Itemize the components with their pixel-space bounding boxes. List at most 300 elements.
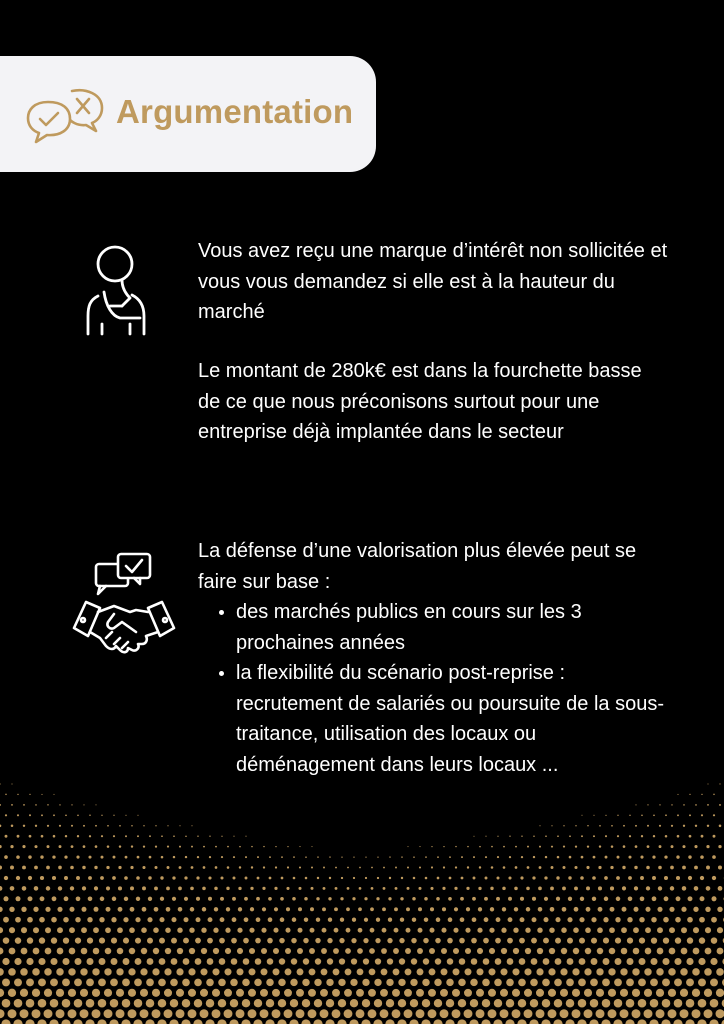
halftone-dot [628,856,631,859]
halftone-dot [692,1009,701,1018]
halftone-dot [203,846,205,848]
halftone-dot [148,897,152,901]
halftone-dot [496,917,501,922]
halftone-dot [23,825,25,827]
halftone-dot [406,907,410,911]
halftone-dot [255,958,262,965]
halftone-dot [267,938,273,944]
halftone-dot [308,989,316,997]
halftone-dot [554,979,562,987]
halftone-dot [573,927,579,933]
halftone-dot [50,999,59,1008]
halftone-dot [313,1019,322,1024]
halftone-dot [279,958,286,965]
halftone-dot [701,835,704,838]
halftone-dot [4,855,8,859]
halftone-dot [508,917,513,922]
halftone-dot [357,968,364,975]
halftone-dot [33,927,39,933]
halftone-dot [394,907,398,911]
halftone-dot [410,999,418,1007]
halftone-dot [44,1009,53,1018]
halftone-dot [623,825,625,827]
halftone-dot [626,979,634,987]
halftone-dot [656,989,664,997]
halftone-dot [574,866,577,869]
halftone-dot [509,856,511,858]
halftone-dot [291,938,297,944]
halftone-dot [248,989,256,997]
halftone-dot [592,876,596,880]
halftone-dot [525,948,531,954]
halftone-dot [160,876,163,879]
halftone-dot [46,886,50,890]
halftone-dot [68,1009,77,1018]
halftone-dot [20,989,28,997]
halftone-dot [625,1019,634,1024]
halftone-dot [538,887,542,891]
halftone-dot [335,867,337,869]
halftone-dot [565,1019,574,1024]
halftone-dot [590,999,599,1008]
halftone-dot [573,948,579,954]
halftone-dot [8,989,16,997]
halftone-dot [407,887,410,890]
halftone-dot [147,938,153,944]
halftone-dot [683,804,685,806]
halftone-dot [128,989,136,997]
halftone-dot [76,876,80,880]
halftone-dot [591,917,596,922]
halftone-dot [0,845,2,848]
handshake-approval-icon [70,552,178,662]
halftone-dot [395,887,398,890]
halftone-dot [159,938,165,944]
halftone-dot [452,1009,461,1018]
halftone-dot [94,907,99,912]
halftone-dot [101,835,103,837]
halftone-dot [562,886,566,890]
halftone-dot [404,1009,413,1018]
halftone-dot [40,896,45,901]
halftone-dot [422,979,429,986]
halftone-dot [393,948,399,954]
halftone-dot [87,958,94,965]
halftone-dot [489,928,494,933]
halftone-dot [411,958,417,964]
halftone-dot [9,948,16,955]
halftone-dot [196,897,200,901]
halftone-dot [689,794,690,795]
halftone-dot [653,814,655,816]
halftone-dot [418,907,422,911]
halftone-dot [345,968,352,975]
halftone-dot [214,907,218,911]
halftone-dot [320,989,328,997]
halftone-dot [29,794,30,795]
halftone-dot [514,887,518,891]
halftone-dot [56,1009,65,1018]
halftone-dot [581,835,583,837]
halftone-dot [64,876,68,880]
halftone-dot [539,846,541,848]
halftone-dot [243,938,249,944]
halftone-dot [598,886,602,890]
halftone-dot [170,979,178,987]
halftone-dot [509,836,510,837]
halftone-dot [74,999,83,1008]
halftone-dot [434,999,442,1007]
halftone-dot [430,907,434,911]
halftone-dot [651,937,657,943]
halftone-dot [584,989,592,997]
halftone-dot [239,846,241,848]
halftone-dot [467,846,468,847]
halftone-dot [532,917,537,922]
halftone-dot [87,917,92,922]
halftone-dot [469,1019,478,1024]
halftone-dot [27,917,33,923]
halftone-dot [155,846,157,848]
header-card [0,56,376,172]
halftone-dot [358,928,363,933]
halftone-dot [64,896,69,901]
halftone-dot [53,814,55,816]
halftone-dot [104,989,112,997]
halftone-dot [566,999,575,1008]
halftone-dot [5,794,6,795]
halftone-dot [249,928,254,933]
halftone-dot [542,979,550,987]
halftone-dot [617,815,618,816]
halftone-dot [428,989,436,997]
halftone-dot [353,877,355,879]
halftone-dot [557,856,560,859]
halftone-dot [550,907,555,912]
halftone-dot [140,989,148,997]
halftone-dot [518,979,526,987]
halftone-dot [322,907,326,911]
halftone-dot [226,887,229,890]
defense-section [198,536,668,780]
halftone-dot [0,989,4,997]
halftone-dot [3,896,8,901]
halftone-dot [707,804,709,806]
halftone-dot [639,937,645,943]
halftone-dot [380,1009,389,1018]
halftone-dot [221,856,223,858]
halftone-dot [710,978,718,986]
halftone-dot [111,958,118,965]
halftone-dot [338,979,345,986]
halftone-dot [257,877,260,880]
halftone-dot [579,917,584,922]
halftone-dot [346,928,351,933]
halftone-dot [142,907,147,912]
halftone-dot [125,815,126,816]
halftone-dot [158,979,166,987]
halftone-dot [719,825,722,828]
halftone-dot [125,856,128,859]
halftone-dot [561,927,567,933]
halftone-dot [514,907,518,911]
halftone-dot [224,989,232,997]
halftone-dot [470,999,478,1007]
halftone-dot [368,1009,377,1018]
halftone-dot [11,804,13,806]
halftone-dot [209,856,211,858]
halftone-dot [76,896,81,901]
halftone-dot [2,958,9,965]
halftone-dot [123,938,129,944]
halftone-dot [616,897,621,902]
halftone-dot [76,856,79,859]
halftone-dot [377,856,378,857]
halftone-dot [161,835,163,837]
halftone-dot [441,948,447,954]
list-item: • la flexibilité du scénario post-reprise : recrutement de salariés ou poursuite de la sous-traitance, utilisation des locaux ou déménagement dans leurs locaux ... [236,658,668,780]
halftone-dot [62,958,69,965]
halftone-dot [69,948,76,955]
halftone-dot [106,866,109,869]
halftone-dot [167,866,170,869]
halftone-dot [213,948,219,954]
halftone-dot [681,927,687,933]
halftone-dot [232,897,236,901]
halftone-dot [305,856,307,858]
halftone-dot [706,886,711,891]
halftone-dot [267,958,274,965]
halftone-dot [650,958,657,965]
halftone-dot [586,907,591,912]
halftone-dot [500,989,508,997]
halftone-dot [327,938,332,943]
halftone-dot [38,978,46,986]
halftone-dot [716,989,724,997]
halftone-dot [333,948,339,954]
halftone-dot [154,866,157,869]
halftone-dot [334,928,339,933]
halftone-dot [141,927,147,933]
halftone-dot [362,999,370,1007]
halftone-dot [213,928,218,933]
halftone-dot [179,825,180,826]
halftone-dot [166,907,171,912]
halftone-dot [206,979,214,987]
halftone-dot [338,999,346,1007]
halftone-dot [316,917,320,921]
halftone-dot [296,1009,305,1018]
halftone-dot [277,1019,286,1024]
halftone-dot [70,866,74,870]
halftone-dot [80,968,87,975]
halftone-dot [513,948,519,954]
halftone-dot [118,866,121,869]
halftone-dot [682,886,687,891]
halftone-dot [176,968,183,975]
halftone-dot [671,804,672,805]
halftone-dot [604,897,608,901]
halftone-dot [51,917,57,923]
halftone-dot [519,958,526,965]
halftone-dot [160,897,164,901]
halftone-dot [603,938,609,944]
halftone-dot [610,907,615,912]
halftone-dot [231,938,237,944]
halftone-dot [585,948,591,954]
halftone-dot [707,825,709,827]
halftone-dot [698,958,705,965]
halftone-dot [88,896,93,901]
halftone-dot [711,937,717,943]
halftone-dot [117,927,123,933]
halftone-dot [176,989,184,997]
halftone-dot [693,907,698,912]
halftone-dot [111,938,117,944]
halftone-dot [351,938,356,943]
halftone-dot [502,887,506,891]
halftone-dot [158,999,167,1008]
halftone-dot [533,856,535,858]
halftone-dot [454,887,457,890]
halftone-dot [219,938,225,944]
halftone-dot [39,937,45,943]
halftone-dot [567,958,574,965]
halftone-dot [77,815,79,817]
halftone-dot [359,887,362,890]
halftone-dot [40,876,44,880]
halftone-dot [13,1019,22,1024]
halftone-dot [442,887,445,890]
halftone-dot [116,968,123,975]
halftone-dot [659,845,662,848]
halftone-dot [269,856,271,858]
halftone-dot [476,989,484,997]
halftone-dot [389,877,391,879]
halftone-dot [52,896,57,901]
halftone-dot [251,866,253,868]
halftone-dot [676,876,680,880]
halftone-dot [349,1019,358,1024]
halftone-dot [713,794,714,795]
halftone-dot [551,866,554,869]
halftone-dot [669,948,676,955]
halftone-dot [237,948,243,954]
halftone-dot [205,1019,214,1024]
halftone-dot [488,989,496,997]
halftone-dot [422,999,430,1007]
halftone-dot [668,1009,677,1018]
halftone-dot [344,989,352,997]
halftone-dot [563,825,564,826]
halftone-dot [332,989,340,997]
halftone-dot [220,917,225,922]
halftone-dot [8,968,16,976]
halftone-dot [99,938,105,944]
halftone-dot [437,856,439,858]
halftone-dot [363,938,368,943]
halftone-dot [718,845,721,848]
halftone-dot [59,825,61,827]
halftone-dot [347,887,350,890]
halftone-dot [376,897,379,900]
halftone-dot [496,897,500,901]
halftone-dot [551,846,553,848]
halftone-dot [290,979,297,986]
halftone-dot [98,979,106,987]
halftone-dot [250,887,253,890]
halftone-dot [671,845,674,848]
halftone-dot [183,938,189,944]
halftone-dot [262,887,265,890]
halftone-dot [220,876,223,879]
halftone-dot [325,1019,334,1024]
halftone-dot [717,907,722,912]
halftone-dot [443,866,445,868]
halftone-dot [541,1019,550,1024]
halftone-dot [705,948,712,955]
halftone-dot [519,938,525,944]
halftone-dot [329,877,331,879]
halftone-dot [717,927,723,933]
halftone-dot [682,866,686,870]
halftone-dot [231,958,238,965]
halftone-dot [212,1009,221,1018]
halftone-dot [129,927,135,933]
halftone-dot [399,958,405,964]
halftone-dot [617,835,619,837]
halftone-dot [364,897,367,900]
halftone-dot [41,835,44,838]
halftone-dot [507,958,514,965]
halftone-dot [142,866,145,869]
halftone-dot [407,867,409,869]
halftone-dot [44,989,52,997]
halftone-dot [69,927,75,933]
halftone-dot [392,1009,401,1018]
halftone-dot [627,958,634,965]
halftone-dot [346,907,350,911]
halftone-dot [677,814,679,816]
halftone-dot [304,917,308,921]
halftone-dot [479,846,481,848]
halftone-dot [560,968,567,975]
halftone-dot [505,1019,514,1024]
halftone-dot [274,907,278,911]
halftone-dot [609,927,615,933]
halftone-dot [153,927,159,933]
halftone-dot [315,938,320,943]
halftone-dot [154,886,158,890]
halftone-dot [321,948,327,954]
halftone-dot [644,989,652,997]
halftone-dot [385,1019,394,1024]
defense-list [198,597,668,780]
halftone-dot [497,856,499,858]
halftone-dot [302,999,310,1007]
halftone-dot [302,979,309,986]
halftone-dot [568,897,572,901]
halftone-dot [214,887,218,891]
halftone-dot [64,855,67,858]
halftone-dot [608,968,615,975]
halftone-dot [202,887,206,891]
halftone-dot [0,948,3,955]
halftone-dot [233,836,234,837]
halftone-dot [104,968,111,975]
halftone-dot [430,887,433,890]
halftone-dot [268,917,273,922]
